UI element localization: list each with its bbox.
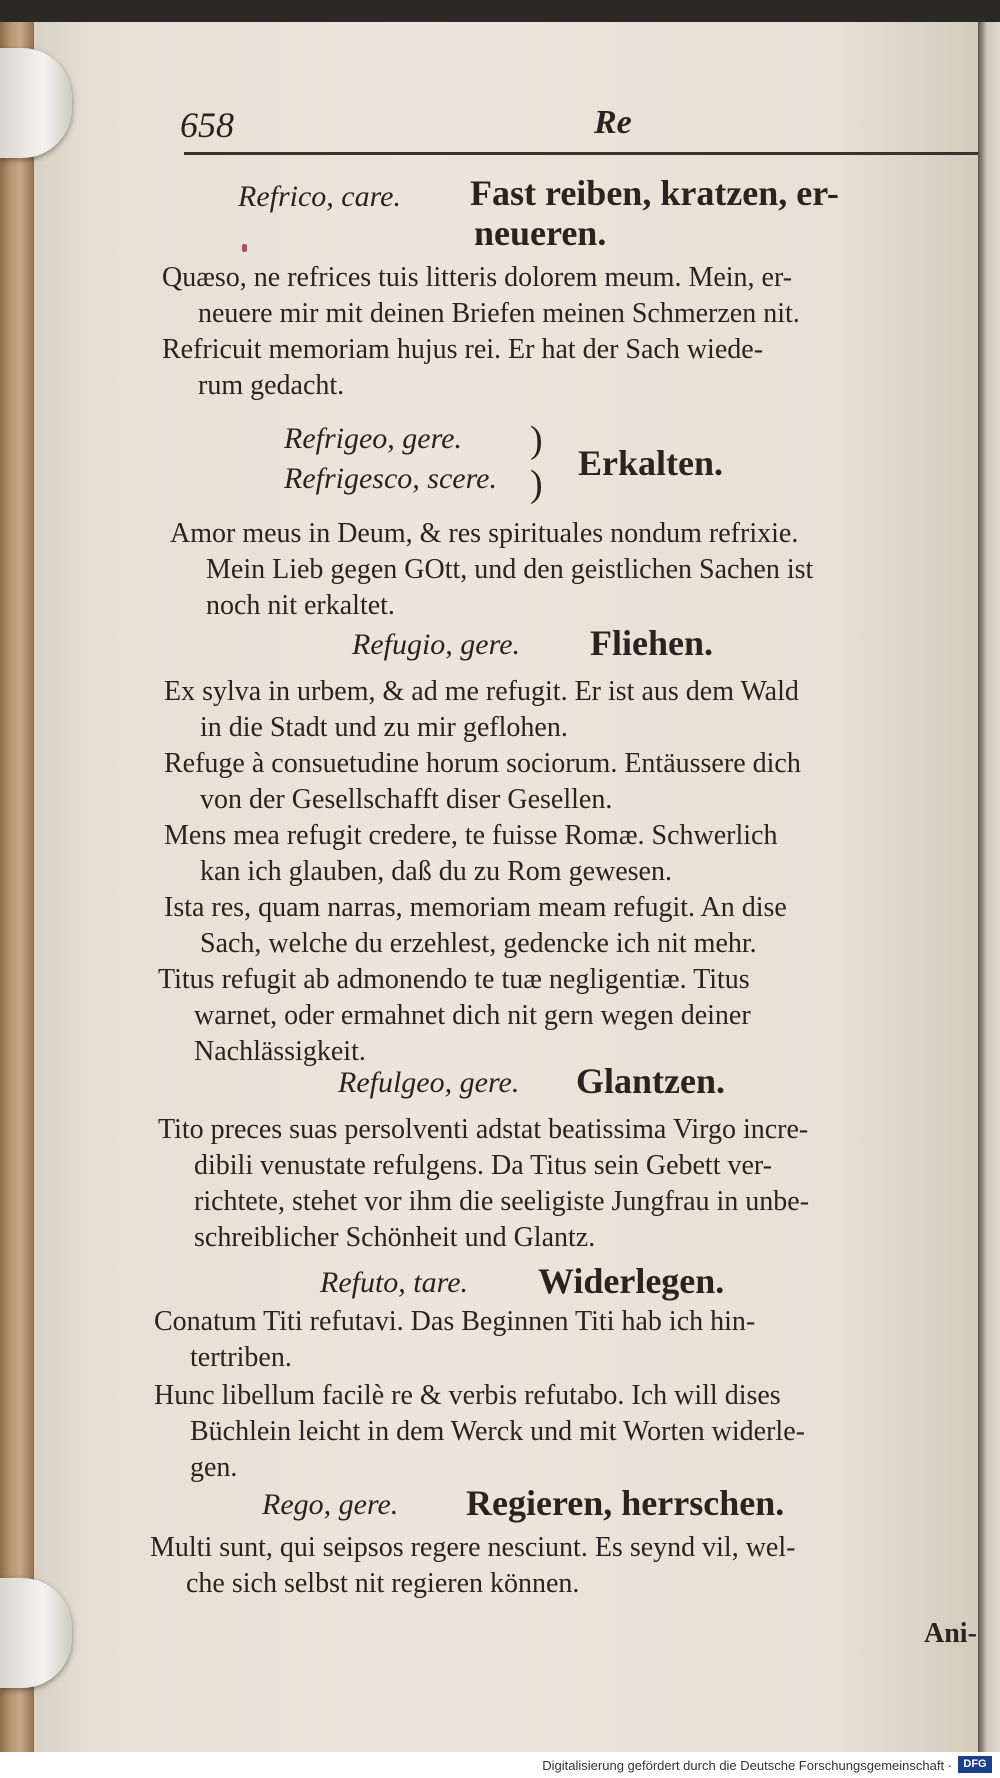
example-line: Conatum Titi refutavi. Das Beginnen Titi hab ich hin- xyxy=(154,1306,756,1337)
example-line: rum gedacht. xyxy=(198,370,345,401)
footer-bar xyxy=(0,1752,1000,1778)
headword-german: Widerlegen. xyxy=(538,1261,725,1301)
headword-german: Erkalten. xyxy=(578,443,724,483)
headword-latin: Refuto, tare. xyxy=(320,1266,469,1299)
catchword: Ani- xyxy=(924,1618,977,1649)
headword-german: Fast reiben, kratzen, er- xyxy=(470,173,839,213)
example-line: Ista res, quam narras, memoriam meam refugit. An dise xyxy=(164,892,787,923)
example-line: Multi sunt, qui seipsos regere nesciunt. Es seynd vil, wel- xyxy=(150,1532,796,1563)
example-line: Hunc libellum facilè re & verbis refutabo. Ich will dises xyxy=(154,1380,781,1411)
brace-mark: ) xyxy=(530,463,543,505)
example-line: von der Gesellschafft diser Gesellen. xyxy=(200,784,613,815)
example-line: gen. xyxy=(190,1452,238,1483)
example-line: Mens mea refugit credere, te fuisse Romæ. Schwerlich xyxy=(164,820,778,851)
headword-german: Fliehen. xyxy=(590,623,713,663)
headword-latin: Rego, gere. xyxy=(262,1488,399,1521)
example-line: tertriben. xyxy=(190,1342,292,1373)
example-line: richtete, stehet vor ihm die seeligiste Jungfrau in unbe- xyxy=(194,1186,810,1217)
example-line: kan ich glauben, daß du zu Rom gewesen. xyxy=(200,856,672,887)
page-content xyxy=(34,22,978,1752)
example-line: Refuge à consuetudine horum sociorum. Entäussere dich xyxy=(164,748,801,779)
book-page-edges xyxy=(0,22,34,1752)
brace-mark: ) xyxy=(530,419,543,461)
example-line: Nachlässigkeit. xyxy=(194,1036,366,1067)
example-line: dibili venustate refulgens. Da Titus sein Gebett ver- xyxy=(194,1150,773,1181)
example-line: Titus refugit ab admonendo te tuæ negligentiæ. Titus xyxy=(158,964,750,995)
example-line: Tito preces suas persolventi adstat beatissima Virgo incre- xyxy=(158,1114,809,1145)
book-page xyxy=(34,22,978,1752)
example-line: Amor meus in Deum, & res spirituales nondum refrixie. xyxy=(170,518,799,549)
headword-latin: Refugio, gere. xyxy=(352,628,521,661)
headword-german-cont: neueren. xyxy=(474,213,607,253)
example-line: in die Stadt und zu mir geflohen. xyxy=(200,712,568,743)
dfg-logo: DFG xyxy=(958,1756,992,1773)
example-line: Refricuit memoriam hujus rei. Er hat der Sach wiede- xyxy=(162,334,764,365)
example-line: Ex sylva in urbem, & ad me refugit. Er ist aus dem Wald xyxy=(164,676,799,707)
headword-latin: Refrigeo, gere. xyxy=(284,422,462,455)
example-line: schreiblicher Schönheit und Glantz. xyxy=(194,1222,596,1253)
headword-latin: Refrico, care. xyxy=(238,180,401,213)
example-line: noch nit erkaltet. xyxy=(206,590,395,621)
header-rule xyxy=(184,152,1000,155)
headword-german: Regieren, herrschen. xyxy=(466,1483,785,1523)
headword-latin: Refulgeo, gere. xyxy=(338,1066,520,1099)
scan-top-border xyxy=(0,0,1000,22)
example-line: Mein Lieb gegen GOtt, und den geistlichen Sachen ist xyxy=(206,554,814,585)
example-line: Sach, welche du erzehlest, gedencke ich nit mehr. xyxy=(200,928,757,959)
example-line: che sich selbst nit regieren können. xyxy=(186,1568,580,1599)
example-line: Büchlein leicht in dem Werck und mit Worten widerle- xyxy=(190,1416,805,1447)
footer-credit: Digitalisierung gefördert durch die Deutsche Forschungsgemeinschaft · xyxy=(542,1758,952,1773)
example-line: warnet, oder ermahnet dich nit gern wegen deiner xyxy=(194,1000,751,1031)
example-line: neuere mir mit deinen Briefen meinen Schmerzen nit. xyxy=(198,298,800,329)
example-line: Quæso, ne refrices tuis litteris dolorem meum. Mein, er- xyxy=(162,262,793,293)
facing-page-edge xyxy=(978,22,1000,1752)
headword-german: Glantzen. xyxy=(576,1061,725,1101)
headword-latin: Refrigesco, scere. xyxy=(284,462,497,495)
ink-mark xyxy=(242,244,247,252)
running-head: Re xyxy=(594,104,632,141)
page-number: 658 xyxy=(180,105,234,145)
